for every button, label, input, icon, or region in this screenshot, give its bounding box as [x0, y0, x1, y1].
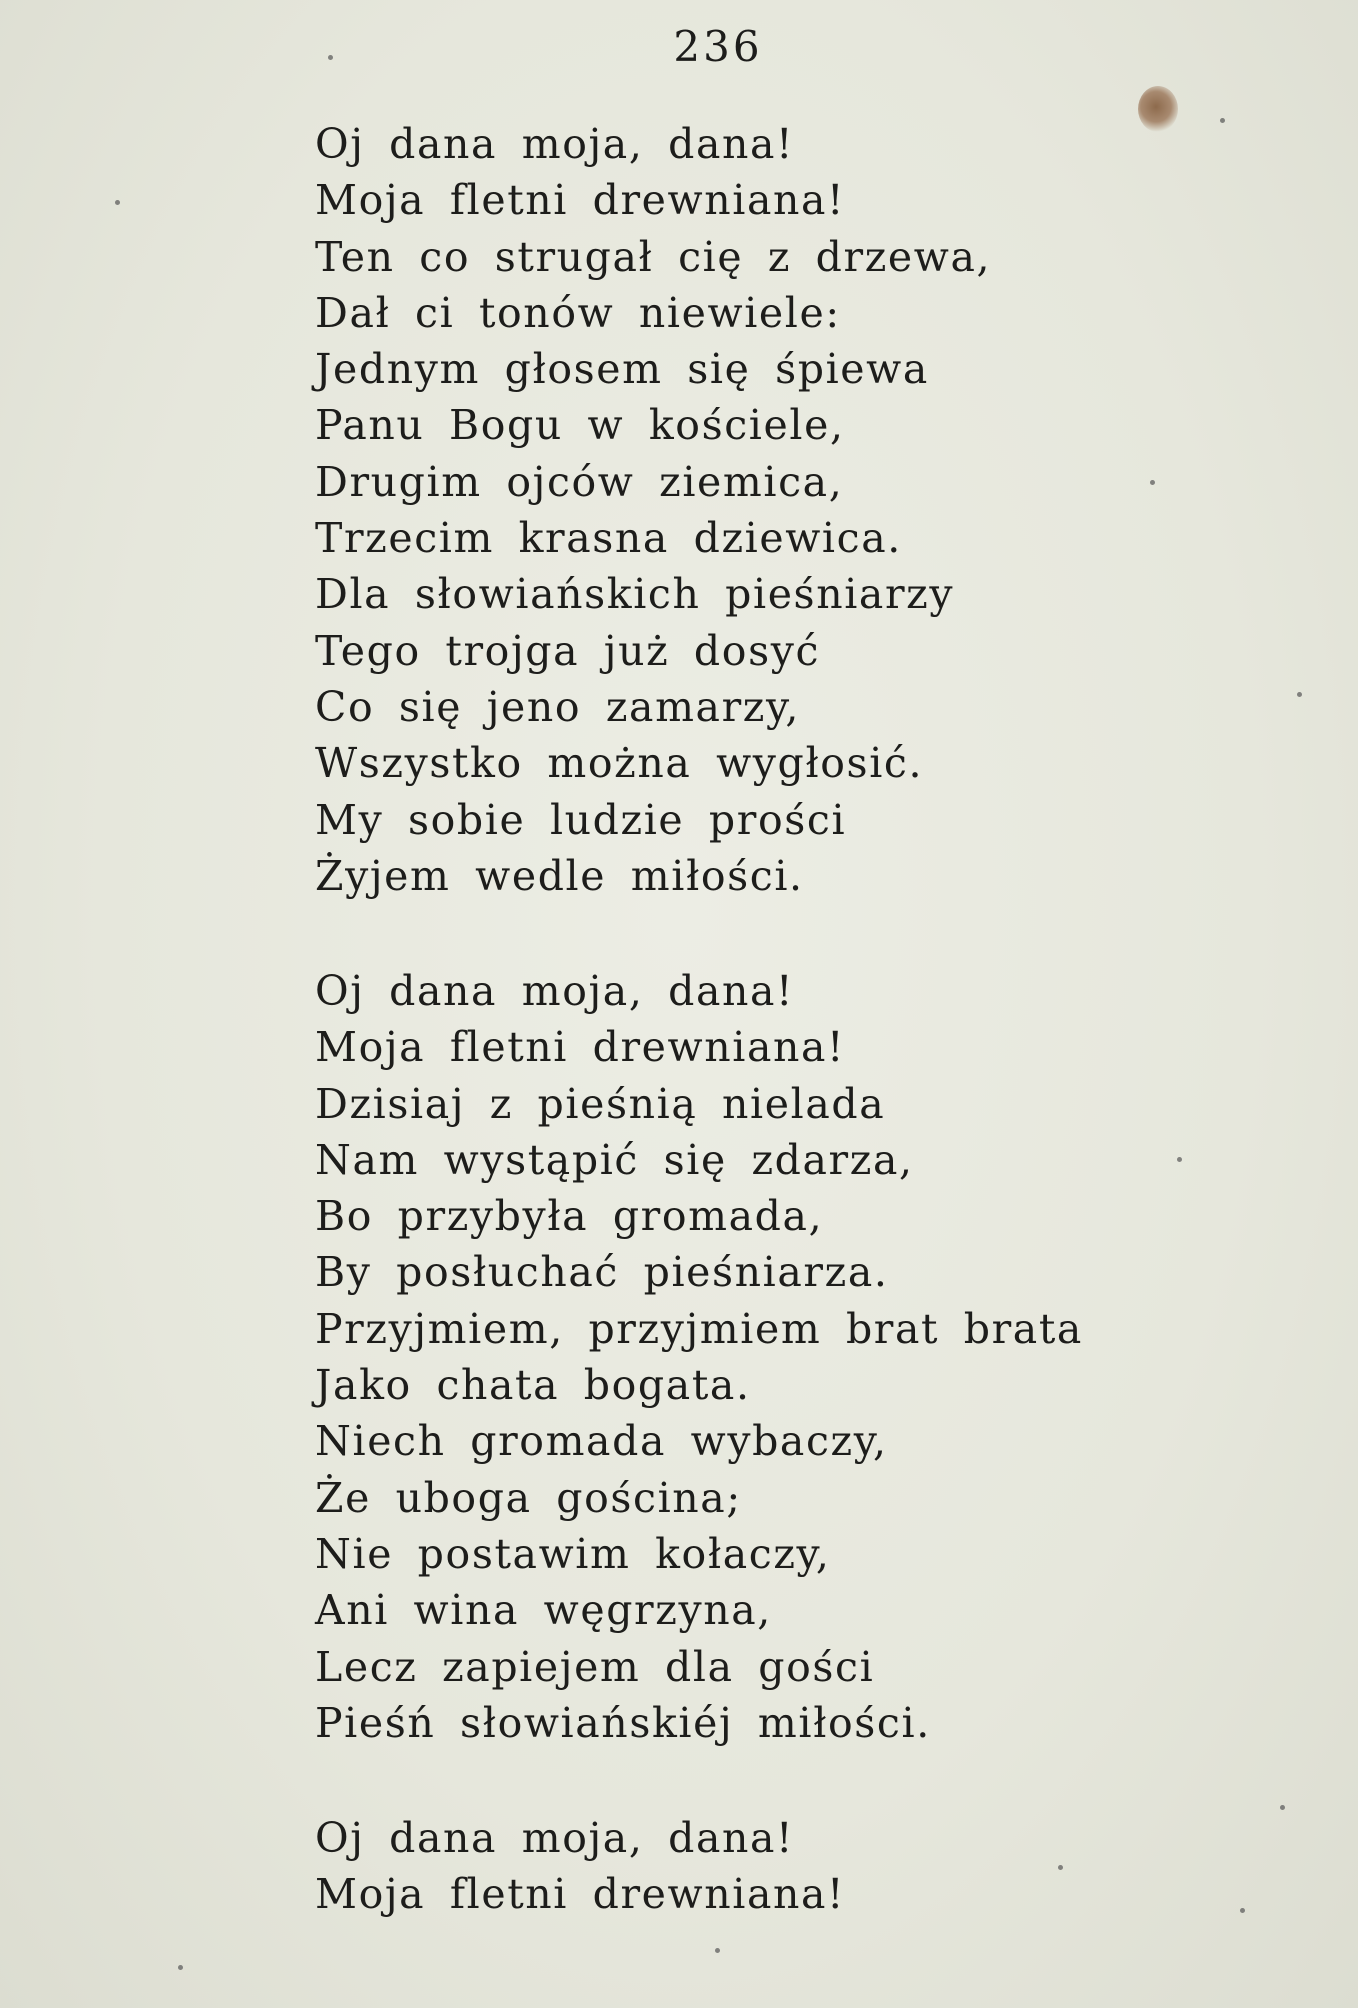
- verse-line: Jednym głosem się śpiewa: [315, 345, 929, 394]
- paper-speck: [115, 200, 120, 205]
- stanza-1: [315, 116, 1315, 904]
- verse-line: My sobie ludzie prości: [315, 795, 847, 844]
- verse-line: Moja fletni drewniana!: [315, 176, 846, 225]
- verse-line: Trzecim krasna dziewica.: [315, 514, 902, 563]
- verse-line: Moja fletni drewniana!: [315, 1023, 846, 1072]
- verse-line: Oj dana moja, dana!: [315, 120, 795, 168]
- verse-line: Lecz zapiejem dla gości: [315, 1642, 875, 1691]
- verse-line: Oj dana moja, dana!: [315, 967, 795, 1015]
- verse-line: Jako chata bogata.: [315, 1361, 751, 1410]
- verse-line: Ten co strugał cię z drzewa,: [315, 232, 992, 281]
- stanza-3: [315, 1810, 1315, 1923]
- verse-line: Panu Bogu w kościele,: [315, 401, 845, 450]
- stanza-2: [315, 963, 1315, 1751]
- verse-line: Przyjmiem, przyjmiem brat brata: [315, 1304, 1083, 1353]
- verse-line: Niech gromada wybaczy,: [315, 1417, 888, 1466]
- paper-speck: [715, 1948, 720, 1953]
- verse-line: Co się jeno zamarzy,: [315, 682, 800, 731]
- verse-line: Ani wina węgrzyna,: [315, 1586, 772, 1635]
- verse-line: By posłuchać pieśniarza.: [315, 1248, 889, 1297]
- verse-line: Pieśń słowiańskiéj miłości.: [315, 1698, 931, 1747]
- verse-line: Nie postawim kołaczy,: [315, 1529, 831, 1578]
- verse-line: Wszystko można wygłosić.: [315, 739, 924, 788]
- verse-line: Bo przybyła gromada,: [315, 1192, 824, 1241]
- verse-line: Dał ci tonów niewiele:: [315, 288, 841, 337]
- verse-line: Że uboga gościna;: [315, 1473, 742, 1522]
- verse-line: Moja fletni drewniana!: [315, 1870, 846, 1919]
- verse-line: Oj dana moja, dana!: [315, 1814, 795, 1862]
- paper-speck: [178, 1965, 183, 1970]
- paper-speck: [328, 55, 333, 60]
- page-number: 236: [673, 22, 763, 71]
- verse-line: Dzisiaj z pieśnią nielada: [315, 1079, 886, 1128]
- verse-line: Dla słowiańskich pieśniarzy: [315, 570, 955, 619]
- verse-line: Drugim ojców ziemica,: [315, 457, 844, 506]
- verse-line: Nam wystąpić się zdarza,: [315, 1135, 914, 1184]
- verse-line: Tego trojga już dosyć: [315, 626, 821, 675]
- verse-line: Żyjem wedle miłości.: [315, 851, 804, 900]
